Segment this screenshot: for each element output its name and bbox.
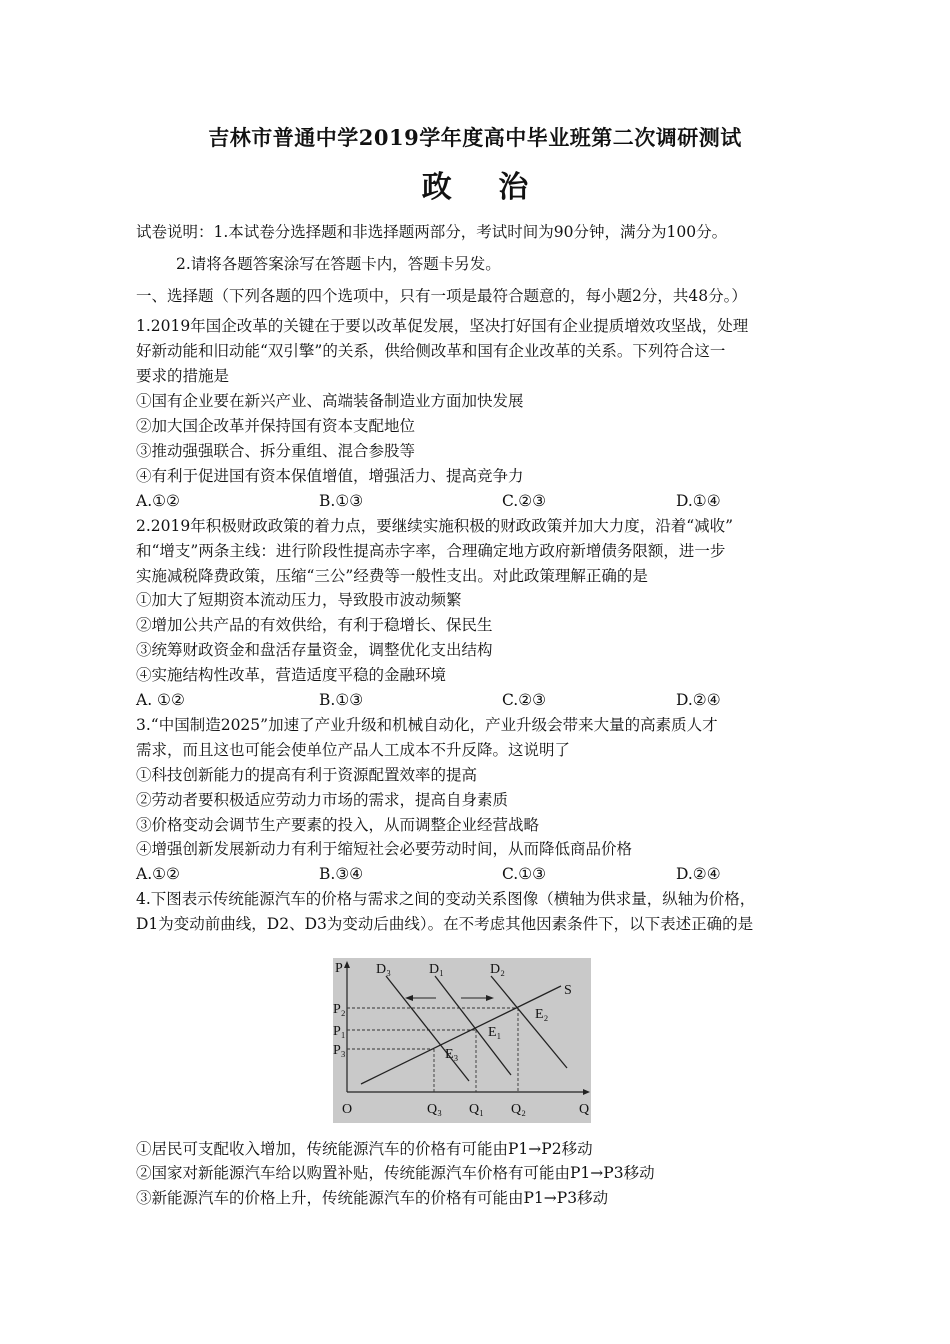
q2-item: ③统筹财政资金和盘活存量资金，调整优化支出结构 <box>136 641 493 659</box>
q3-stem-line: 3.“中国制造2025”加速了产业升级和机械自动化，产业升级会带来大量的高素质人才 <box>136 716 718 734</box>
q1-stem-line: 要求的措施是 <box>136 367 230 385</box>
q1-item: ①国有企业要在新兴产业、高端装备制造业方面加快发展 <box>136 392 524 410</box>
q3-option-b: B.③④ <box>319 865 364 883</box>
supply-label: S <box>564 983 572 998</box>
q1-item: ④有利于促进国有资本保值增值，增强活力、提高竞争力 <box>136 467 524 485</box>
q1-item: ②加大国企改革并保持国有资本支配地位 <box>136 417 416 435</box>
q2-label: Q₂ <box>511 1102 526 1117</box>
q2-item: ④实施结构性改革，营造适度平稳的金融环境 <box>136 666 447 684</box>
p2-label: P₂ <box>333 1002 346 1017</box>
section-heading: 一、选择题（下列各题的四个选项中，只有一项是最符合题意的，每小题2分，共48分。） <box>136 287 747 305</box>
q1-stem-line: 好新动能和旧动能“双引擎”的关系，供给侧改革和国有企业改革的关系。下列符合这一 <box>136 342 726 360</box>
q3-option-a: A.①② <box>136 865 180 883</box>
q4-stem-line: 4.下图表示传统能源汽车的价格与需求之间的变动关系图像（横轴为供求量，纵轴为价格， <box>136 890 756 908</box>
axis-label-p: P <box>335 961 343 976</box>
q3-label: Q₃ <box>427 1102 442 1117</box>
q4-item: ①居民可支配收入增加，传统能源汽车的价格有可能由P1→P2移动 <box>136 1140 593 1158</box>
d3-label: D₃ <box>376 962 391 977</box>
q2-stem-line: 2.2019年积极财政政策的着力点，要继续实施积极的财政政策并加大力度，沿着“减收” <box>136 517 734 535</box>
d1-label: D₁ <box>429 962 444 977</box>
q1-option-c: C.②③ <box>502 492 547 510</box>
e1-label: E₁ <box>488 1025 502 1040</box>
q2-item: ①加大了短期资本流动压力，导致股市波动频繁 <box>136 591 462 609</box>
instructions-line-1: 试卷说明：1.本试卷分选择题和非选择题两部分，考试时间为90分钟，满分为100分。 <box>136 223 728 241</box>
q3-item: ①科技创新能力的提高有利于资源配置效率的提高 <box>136 766 478 784</box>
q2-stem-line: 实施减税降费政策，压缩“三公”经费等一般性支出。对此政策理解正确的是 <box>136 567 648 585</box>
instructions-line-2: 2.请将各题答案涂写在答题卡内，答题卡另发。 <box>176 255 501 273</box>
p1-label: P₁ <box>333 1024 346 1039</box>
q2-option-d: D.②④ <box>676 691 721 709</box>
q3-stem-line: 需求，而且这也可能会使单位产品人工成本不升反降。这说明了 <box>136 741 571 759</box>
p3-label: P₃ <box>333 1043 346 1058</box>
d2-label: D₂ <box>490 962 505 977</box>
q3-item: ②劳动者要积极适应劳动力市场的需求，提高自身素质 <box>136 791 509 809</box>
q1-label: Q₁ <box>469 1102 484 1117</box>
q3-option-c: C.①③ <box>502 865 547 883</box>
q4-item: ③新能源汽车的价格上升，传统能源汽车的价格有可能由P1→P3移动 <box>136 1189 609 1207</box>
q3-item: ④增强创新发展新动力有利于缩短社会必要劳动时间，从而降低商品价格 <box>136 840 633 858</box>
q1-option-a: A.①② <box>136 492 180 510</box>
e2-label: E₂ <box>535 1007 549 1022</box>
q4-stem-line: D1为变动前曲线，D2、D3为变动后曲线）。在不考虑其他因素条件下，以下表述正确的是 <box>136 915 754 933</box>
axis-label-q: Q <box>579 1102 590 1117</box>
q3-option-d: D.②④ <box>676 865 721 883</box>
q1-option-b: B.①③ <box>319 492 364 510</box>
q1-item: ③推动强强联合、拆分重组、混合参股等 <box>136 442 416 460</box>
origin-label: O <box>342 1102 353 1117</box>
q2-option-a: A. ①② <box>136 691 185 709</box>
e3-label: E₃ <box>445 1047 459 1062</box>
q1-stem-line: 1.2019年国企改革的关键在于要以改革促发展，坚决打好国有企业提质增效攻坚战，处理 <box>136 317 749 335</box>
subject-title: 政 治 <box>421 170 547 205</box>
q3-item: ③价格变动会调节生产要素的投入，从而调整企业经营战略 <box>136 816 540 834</box>
supply-demand-figure <box>333 958 591 1123</box>
q4-item: ②国家对新能源汽车给以购置补贴，传统能源汽车价格有可能由P1→P3移动 <box>136 1164 655 1182</box>
q2-option-b: B.①③ <box>319 691 364 709</box>
q2-stem-line: 和“增支”两条主线：进行阶段性提高赤字率，合理确定地方政府新增债务限额，进一步 <box>136 542 726 560</box>
q1-option-d: D.①④ <box>676 492 721 510</box>
figure-background <box>333 958 591 1123</box>
q2-option-c: C.②③ <box>502 691 547 709</box>
exam-title: 吉林市普通中学2019学年度高中毕业班第二次调研测试 <box>208 125 742 150</box>
q2-item: ②增加公共产品的有效供给，有利于稳增长、保民生 <box>136 616 493 634</box>
